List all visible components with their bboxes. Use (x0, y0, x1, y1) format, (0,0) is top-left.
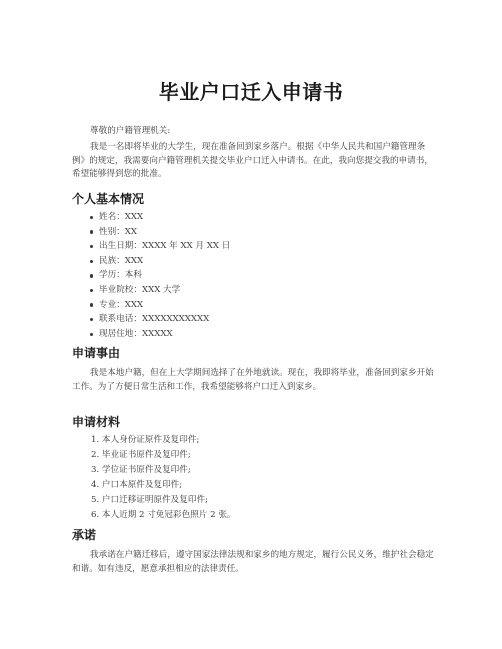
commitment-paragraph: 我承诺在户籍迁移后，遵守国家法律法规和家乡的地方规定，履行公民义务，维护社会稳定和谐。如有违反，愿意承担相应的法律责任。 (72, 550, 434, 574)
info-item-label: 专业：XXX (99, 299, 144, 310)
list-item (90, 225, 230, 240)
list-item (90, 312, 230, 327)
commitment-heading: 承诺 (72, 528, 97, 542)
personal-info-list (90, 210, 230, 341)
info-item-label: 出生日期：XXXX 年 XX 月 XX 日 (99, 241, 231, 252)
reason-heading: 申请事由 (72, 346, 121, 360)
list-item: 6. 本人近期 2 寸免冠彩色照片 2 张。 (91, 510, 236, 521)
list-item: 2. 毕业证书原件及复印件; (91, 450, 191, 461)
info-item-label: 姓名：XXX (99, 212, 144, 222)
list-item (90, 210, 230, 225)
bullet-dot-icon (90, 303, 93, 306)
list-item (90, 298, 230, 313)
list-item (90, 254, 230, 269)
materials-list (91, 433, 236, 524)
list-item (90, 283, 230, 298)
reason-paragraph: 我是本地户籍，但在上大学期间选择了在外地就读。现在，我即将毕业，准备回到家乡开始工作。为了方便日常生活和工作，我希望能够将户口迁入到家乡。 (72, 368, 434, 392)
list-item (90, 239, 230, 254)
list-item (90, 327, 230, 342)
info-item-label: 民族：XXX (99, 255, 144, 266)
bullet-dot-icon (90, 274, 93, 277)
materials-heading: 申请材料 (72, 415, 121, 429)
bullet-dot-icon (90, 289, 93, 292)
list-item: 1. 本人身份证原件及复印件; (91, 435, 200, 445)
bullet-dot-icon (90, 230, 93, 233)
info-item-label: 毕业院校：XXX 大学 (99, 284, 181, 295)
info-item-label: 联系电话：XXXXXXXXXXX (99, 314, 210, 325)
personal-info-heading: 个人基本情况 (72, 192, 145, 206)
bullet-dot-icon (90, 245, 93, 248)
greeting-line: 尊敬的户籍管理机关: (90, 126, 171, 136)
list-item: 3. 学位证书原件及复印件; (91, 465, 191, 476)
bullet-dot-icon (90, 216, 93, 219)
list-item (90, 268, 230, 283)
intro-paragraph: 我是一名即将毕业的大学生，现在准备回到家乡落户。根据《中华人民共和国户籍管理条例》的规定，我需要向户籍管理机关提交毕业户口迁入申请书。在此，我向您提交我的申请书，希望能够得到您的批准。 (72, 142, 433, 179)
bullet-dot-icon (90, 260, 93, 263)
info-item-label: 学历：本科 (99, 270, 142, 281)
list-item: 5. 户口迁移证明原件及复印件; (91, 495, 208, 506)
list-item: 4. 户口本原件及复印件; (91, 480, 183, 491)
info-item-label: 现居住地：XXXXX (99, 328, 173, 339)
info-item-label: 性别：XX (99, 226, 138, 237)
bullet-dot-icon (90, 318, 93, 321)
document-title: 毕业户口迁入申请书 (158, 80, 344, 104)
bullet-dot-icon (90, 333, 93, 336)
